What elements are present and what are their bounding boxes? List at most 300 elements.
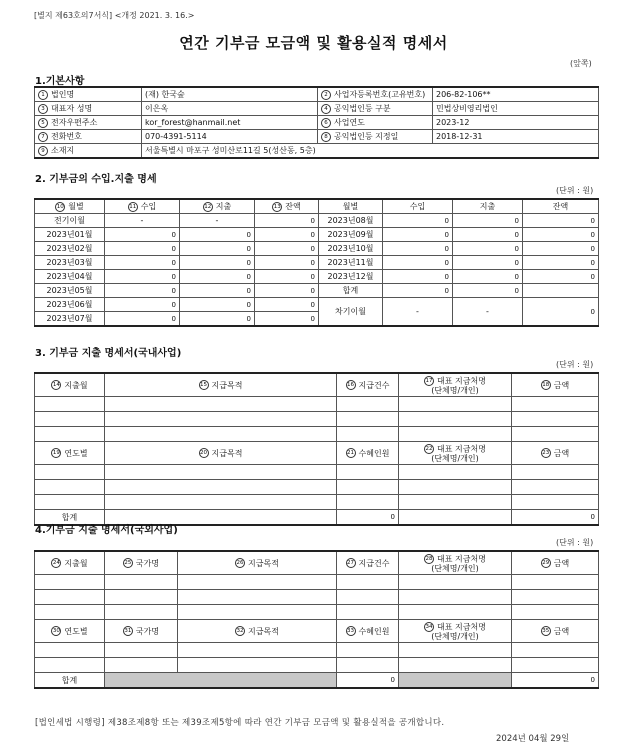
item-number-badge: 22 bbox=[425, 445, 433, 452]
empty-cell bbox=[35, 412, 105, 427]
total-row bbox=[35, 673, 599, 689]
empty-cell bbox=[337, 575, 399, 590]
column-header-text: 지출월 bbox=[64, 558, 88, 568]
month-cell bbox=[35, 242, 105, 256]
income-cell-text: 0 bbox=[171, 258, 176, 267]
balance-cell-text: 0 bbox=[590, 216, 595, 225]
income-cell-text: 0 bbox=[444, 258, 449, 267]
empty-cell bbox=[399, 575, 512, 590]
column-header bbox=[453, 199, 523, 214]
expense-cell-text: 0 bbox=[246, 244, 251, 253]
column-header bbox=[399, 620, 512, 643]
column-header-text: 지급건수 bbox=[358, 558, 390, 568]
empty-cell bbox=[399, 397, 512, 412]
income-cell bbox=[105, 284, 180, 298]
section2-heading: 2. 기부금의 수입.지출 명세 bbox=[35, 174, 157, 185]
item-number-badge: 4 bbox=[321, 104, 331, 114]
balance-cell-text: 0 bbox=[590, 307, 595, 316]
address-value bbox=[142, 144, 599, 159]
item-number-badge: 8 bbox=[321, 132, 331, 142]
empty-cell bbox=[35, 427, 105, 442]
basic-info-row bbox=[35, 102, 599, 116]
month-cell bbox=[319, 298, 383, 327]
month-cell bbox=[319, 228, 383, 242]
balance-cell bbox=[255, 270, 319, 284]
table-row bbox=[35, 298, 599, 312]
empty-cell bbox=[105, 465, 337, 480]
column-header bbox=[35, 199, 105, 214]
empty-cell bbox=[105, 397, 337, 412]
field-value bbox=[142, 130, 318, 144]
income-cell-text: 0 bbox=[444, 216, 449, 225]
balance-cell-text: 0 bbox=[590, 272, 595, 281]
column-header bbox=[180, 199, 255, 214]
field-value-text: 이은옥 bbox=[145, 104, 169, 113]
field-value-text: 206-82-106** bbox=[436, 90, 491, 99]
empty-row bbox=[35, 495, 599, 510]
empty-cell bbox=[337, 590, 399, 605]
empty-cell bbox=[512, 465, 599, 480]
column-header bbox=[512, 620, 599, 643]
column-header-text: 지출월 bbox=[64, 380, 88, 390]
item-number-badge: 31 bbox=[124, 628, 132, 634]
month-cell-text: 2023년03월 bbox=[46, 258, 93, 267]
column-header bbox=[35, 373, 105, 397]
column-header-text: 국가명 bbox=[135, 558, 160, 568]
item-number-badge: 23 bbox=[542, 450, 550, 456]
column-header bbox=[399, 442, 512, 465]
item-number-badge: 35 bbox=[542, 628, 550, 634]
expense-cell bbox=[453, 256, 523, 270]
field-label bbox=[35, 87, 142, 102]
total-amount-text: 0 bbox=[590, 676, 595, 684]
balance-cell-text: 0 bbox=[310, 286, 315, 295]
month-cell-text: 2023년01월 bbox=[46, 230, 93, 239]
table-row bbox=[35, 256, 599, 270]
empty-cell bbox=[35, 495, 105, 510]
empty-row bbox=[35, 643, 599, 658]
field-label-text: 법인명 bbox=[51, 90, 75, 99]
expense-cell bbox=[453, 270, 523, 284]
month-cell bbox=[319, 256, 383, 270]
expense-cell-text: 0 bbox=[514, 286, 519, 295]
column-header-text: 금액 bbox=[553, 558, 570, 568]
field-label bbox=[35, 102, 142, 116]
field-value-text: 2018-12-31 bbox=[436, 132, 483, 141]
month-cell-text: 2023년05월 bbox=[46, 286, 93, 295]
total-blank bbox=[399, 510, 512, 526]
month-cell bbox=[35, 256, 105, 270]
item-number-badge: 3 bbox=[38, 104, 48, 114]
income-cell-text: 0 bbox=[171, 272, 176, 281]
column-header bbox=[337, 551, 399, 575]
field-label-text: 대표자 성명 bbox=[51, 104, 93, 113]
empty-cell bbox=[337, 427, 399, 442]
column-header-text: 월별 bbox=[342, 202, 359, 211]
basic-info-row bbox=[35, 116, 599, 130]
empty-cell bbox=[399, 495, 512, 510]
empty-cell bbox=[178, 658, 337, 673]
month-cell-text: 차기이월 bbox=[335, 307, 366, 316]
empty-cell bbox=[35, 397, 105, 412]
empty-cell bbox=[399, 590, 512, 605]
item-number-badge: 6 bbox=[321, 118, 331, 128]
income-cell-text: - bbox=[416, 307, 419, 316]
item-number-badge: 27 bbox=[347, 560, 355, 566]
column-header-text: 지급목적 bbox=[248, 626, 279, 636]
month-cell bbox=[319, 284, 383, 298]
month-cell-text: 전기이월 bbox=[54, 216, 85, 225]
empty-cell bbox=[337, 605, 399, 620]
column-header-text: 수입 bbox=[140, 202, 157, 211]
item-number-badge: 21 bbox=[347, 450, 355, 456]
column-header bbox=[512, 442, 599, 465]
unit-label: (단위 : 원) bbox=[556, 186, 594, 195]
item-number-badge: 19 bbox=[52, 450, 60, 456]
expense-cell bbox=[180, 298, 255, 312]
balance-cell bbox=[255, 214, 319, 228]
income-cell bbox=[105, 214, 180, 228]
column-header-line2: (단체명/개인) bbox=[431, 385, 479, 395]
address-label bbox=[35, 144, 142, 159]
column-header bbox=[383, 199, 453, 214]
column-header-line2: (단체명/개인) bbox=[431, 563, 479, 573]
expense-cell bbox=[180, 270, 255, 284]
column-header-line1: 대표 지급처명 bbox=[437, 444, 486, 453]
column-header-line1: 대표 지급처명 bbox=[437, 376, 486, 385]
balance-cell-text: 0 bbox=[590, 244, 595, 253]
balance-cell bbox=[255, 298, 319, 312]
column-header-text: 국가명 bbox=[135, 626, 160, 636]
income-cell bbox=[105, 270, 180, 284]
empty-cell bbox=[35, 658, 105, 673]
month-cell bbox=[35, 270, 105, 284]
empty-cell bbox=[337, 480, 399, 495]
column-header-text: 연도별 bbox=[64, 448, 88, 458]
month-cell-text: 2023년07월 bbox=[46, 314, 93, 323]
empty-cell bbox=[399, 643, 512, 658]
expense-cell bbox=[453, 214, 523, 228]
empty-cell bbox=[105, 643, 178, 658]
empty-cell bbox=[105, 605, 178, 620]
income-cell-text: 0 bbox=[444, 230, 449, 239]
empty-cell bbox=[35, 643, 105, 658]
empty-row bbox=[35, 427, 599, 442]
empty-cell bbox=[105, 480, 337, 495]
balance-cell bbox=[523, 270, 599, 284]
income-cell-text: - bbox=[140, 216, 144, 225]
table-row bbox=[35, 214, 599, 228]
month-cell-text: 합계 bbox=[342, 286, 359, 295]
field-label bbox=[318, 102, 433, 116]
item-number-badge: 14 bbox=[52, 382, 60, 388]
empty-cell bbox=[337, 397, 399, 412]
expense-cell-text: 0 bbox=[514, 216, 519, 225]
balance-cell bbox=[523, 242, 599, 256]
balance-cell bbox=[255, 312, 319, 327]
unit-label-s3: (단위 : 원) bbox=[556, 360, 594, 369]
column-header-line2: (단체명/개인) bbox=[431, 453, 479, 463]
empty-row bbox=[35, 575, 599, 590]
balance-cell bbox=[523, 284, 599, 298]
table-row bbox=[35, 228, 599, 242]
item-number-badge: 13 bbox=[273, 203, 281, 210]
balance-cell-text: 0 bbox=[310, 314, 315, 323]
field-value-text: 민법상비영리법인 bbox=[436, 104, 498, 113]
address-label-text: 소재지 bbox=[51, 146, 75, 155]
field-value-text: kor_forest@hanmail.net bbox=[145, 118, 241, 127]
table-row bbox=[35, 270, 599, 284]
balance-cell-text: 0 bbox=[310, 230, 315, 239]
field-value bbox=[433, 87, 599, 102]
field-value-text: (재) 한국숲 bbox=[145, 90, 185, 99]
income-cell-text: 0 bbox=[171, 230, 176, 239]
empty-cell bbox=[512, 480, 599, 495]
column-header-text: 잔액 bbox=[285, 202, 301, 211]
field-label-text: 전화번호 bbox=[51, 132, 82, 141]
column-header bbox=[399, 373, 512, 397]
month-cell bbox=[35, 214, 105, 228]
item-number-badge: 15 bbox=[200, 382, 208, 388]
item-number-badge: 9 bbox=[38, 146, 48, 156]
column-header bbox=[35, 442, 105, 465]
address-value-text: 서울특별시 마포구 성미산로11길 5(성산동, 5층) bbox=[145, 146, 316, 155]
income-cell-text: 0 bbox=[444, 286, 449, 295]
expense-cell-text: 0 bbox=[246, 272, 251, 281]
field-label-text: 사업연도 bbox=[334, 118, 365, 127]
section1-heading: 1.기본사항 bbox=[35, 76, 85, 87]
total-amount-text: 0 bbox=[590, 513, 595, 521]
item-number-badge: 18 bbox=[542, 382, 550, 388]
column-header-text: 연도별 bbox=[64, 626, 88, 636]
overseas-expense-table bbox=[34, 550, 599, 689]
column-header-line1: 대표 지급처명 bbox=[437, 622, 486, 631]
income-cell-text: 0 bbox=[171, 244, 176, 253]
field-label bbox=[35, 130, 142, 144]
field-value bbox=[142, 102, 318, 116]
balance-cell bbox=[523, 298, 599, 327]
item-number-badge: 7 bbox=[38, 132, 48, 142]
column-header-text: 지급목적 bbox=[248, 558, 279, 568]
empty-row bbox=[35, 397, 599, 412]
month-cell-text: 2023년12월 bbox=[327, 272, 374, 281]
empty-cell bbox=[512, 575, 599, 590]
empty-cell bbox=[512, 658, 599, 673]
field-label bbox=[35, 116, 142, 130]
empty-cell bbox=[337, 465, 399, 480]
month-cell-text: 2023년10월 bbox=[327, 244, 374, 253]
empty-cell bbox=[105, 412, 337, 427]
field-label-text: 공익법인등 구분 bbox=[334, 104, 391, 113]
item-number-badge: 28 bbox=[425, 555, 433, 562]
column-header-text: 지급목적 bbox=[211, 448, 243, 458]
empty-cell bbox=[399, 412, 512, 427]
empty-row bbox=[35, 590, 599, 605]
total-count bbox=[337, 510, 399, 526]
empty-cell bbox=[512, 495, 599, 510]
column-header-text: 월별 bbox=[68, 202, 84, 211]
total-label bbox=[35, 673, 105, 689]
month-cell-text: 2023년09월 bbox=[327, 230, 374, 239]
empty-cell bbox=[512, 427, 599, 442]
column-header bbox=[105, 620, 178, 643]
income-cell-text: 0 bbox=[444, 272, 449, 281]
empty-cell bbox=[35, 480, 105, 495]
column-header-text: 금액 bbox=[553, 448, 570, 458]
empty-cell bbox=[399, 480, 512, 495]
item-number-badge: 32 bbox=[236, 628, 244, 634]
column-header bbox=[105, 199, 180, 214]
item-number-badge: 24 bbox=[52, 560, 60, 566]
table-header-row bbox=[35, 551, 599, 575]
empty-cell bbox=[512, 397, 599, 412]
item-number-badge: 25 bbox=[124, 560, 132, 566]
income-cell bbox=[105, 312, 180, 327]
total-amount bbox=[512, 510, 599, 526]
balance-cell bbox=[523, 228, 599, 242]
empty-cell bbox=[178, 590, 337, 605]
address-row bbox=[35, 144, 599, 159]
item-number-badge: 30 bbox=[52, 628, 60, 634]
total-label-text: 합계 bbox=[61, 675, 78, 685]
income-cell bbox=[383, 242, 453, 256]
month-cell bbox=[319, 242, 383, 256]
expense-cell-text: 0 bbox=[246, 230, 251, 239]
field-value-text: 070-4391-5114 bbox=[145, 132, 207, 141]
balance-cell bbox=[523, 256, 599, 270]
column-header bbox=[319, 199, 383, 214]
empty-row bbox=[35, 480, 599, 495]
expense-cell bbox=[180, 256, 255, 270]
expense-cell-text: 0 bbox=[514, 244, 519, 253]
empty-cell bbox=[105, 427, 337, 442]
item-number-badge: 11 bbox=[129, 203, 137, 210]
empty-cell bbox=[105, 658, 178, 673]
empty-cell bbox=[512, 412, 599, 427]
income-cell bbox=[383, 256, 453, 270]
total-count bbox=[337, 673, 399, 689]
column-header-text: 지출 bbox=[215, 202, 232, 211]
total-label-text: 합계 bbox=[61, 512, 78, 522]
balance-cell-text: 0 bbox=[590, 258, 595, 267]
month-cell bbox=[35, 228, 105, 242]
expense-cell bbox=[180, 242, 255, 256]
expense-cell bbox=[180, 312, 255, 327]
empty-cell bbox=[178, 643, 337, 658]
table-header-row bbox=[35, 199, 599, 214]
field-label bbox=[318, 130, 433, 144]
balance-cell-text: 0 bbox=[310, 216, 315, 225]
month-cell bbox=[35, 284, 105, 298]
empty-row bbox=[35, 658, 599, 673]
empty-row bbox=[35, 465, 599, 480]
balance-cell-text: 0 bbox=[310, 258, 315, 267]
empty-row bbox=[35, 412, 599, 427]
income-cell bbox=[383, 284, 453, 298]
item-number-badge: 2 bbox=[321, 90, 331, 100]
expense-cell bbox=[453, 298, 523, 327]
empty-row bbox=[35, 605, 599, 620]
empty-cell bbox=[178, 605, 337, 620]
total-amount bbox=[512, 673, 599, 689]
expense-cell-text: 0 bbox=[514, 230, 519, 239]
empty-cell bbox=[512, 590, 599, 605]
domestic-expense-table bbox=[34, 372, 599, 526]
empty-cell bbox=[337, 658, 399, 673]
balance-cell-text: 0 bbox=[310, 272, 315, 281]
empty-cell bbox=[399, 658, 512, 673]
income-cell bbox=[105, 298, 180, 312]
column-header bbox=[35, 620, 105, 643]
month-cell bbox=[35, 298, 105, 312]
column-header-text: 금액 bbox=[553, 626, 570, 636]
item-number-badge: 33 bbox=[347, 628, 355, 634]
column-header bbox=[523, 199, 599, 214]
empty-cell bbox=[337, 643, 399, 658]
item-number-badge: 20 bbox=[200, 450, 208, 456]
item-number-badge: 29 bbox=[542, 560, 550, 566]
field-label-text: 공익법인등 지정일 bbox=[334, 132, 399, 141]
total-shaded bbox=[399, 673, 512, 689]
column-header bbox=[105, 373, 337, 397]
balance-cell bbox=[523, 214, 599, 228]
income-cell-text: 0 bbox=[171, 300, 176, 309]
balance-cell bbox=[255, 284, 319, 298]
empty-cell bbox=[399, 605, 512, 620]
field-value bbox=[142, 87, 318, 102]
item-number-badge: 26 bbox=[236, 560, 244, 566]
basic-info-row bbox=[35, 130, 599, 144]
item-number-badge: 10 bbox=[56, 203, 64, 210]
month-cell bbox=[319, 270, 383, 284]
column-header bbox=[337, 442, 399, 465]
column-header bbox=[399, 551, 512, 575]
empty-cell bbox=[399, 465, 512, 480]
expense-cell-text: 0 bbox=[246, 286, 251, 295]
income-cell bbox=[105, 256, 180, 270]
column-header bbox=[337, 373, 399, 397]
field-value bbox=[433, 102, 599, 116]
table-row bbox=[35, 242, 599, 256]
expense-cell-text: 0 bbox=[246, 314, 251, 323]
field-value-text: 2023-12 bbox=[436, 118, 470, 127]
document-title: 연간 기부금 모금액 및 활용실적 명세서 bbox=[179, 34, 448, 52]
column-header bbox=[105, 442, 337, 465]
month-cell-text: 2023년02월 bbox=[46, 244, 93, 253]
column-header bbox=[105, 551, 178, 575]
expense-cell bbox=[180, 284, 255, 298]
expense-cell-text: 0 bbox=[514, 272, 519, 281]
balance-cell-text: 0 bbox=[310, 300, 315, 309]
document-date: 2024년 04월 29일 bbox=[496, 734, 570, 744]
item-number-badge: 12 bbox=[204, 203, 212, 210]
column-header-text: 지급목적 bbox=[211, 380, 243, 390]
income-cell-text: 0 bbox=[444, 244, 449, 253]
field-label bbox=[318, 87, 433, 102]
basic-info-table bbox=[34, 86, 599, 159]
expense-cell-text: - bbox=[215, 216, 219, 225]
table-row bbox=[35, 284, 599, 298]
balance-cell bbox=[255, 256, 319, 270]
legal-notice: [법인세법 시행령] 제38조제8항 또는 제39조제5항에 따라 연간 기부금 모금액 및 활용실적을 공개합니다. bbox=[35, 718, 445, 728]
field-label-text: 전자우편주소 bbox=[51, 118, 98, 127]
column-header bbox=[512, 373, 599, 397]
item-number-badge: 5 bbox=[38, 118, 48, 128]
item-number-badge: 1 bbox=[38, 90, 48, 100]
column-header-text: 지급건수 bbox=[358, 380, 390, 390]
empty-cell bbox=[512, 605, 599, 620]
empty-cell bbox=[337, 495, 399, 510]
